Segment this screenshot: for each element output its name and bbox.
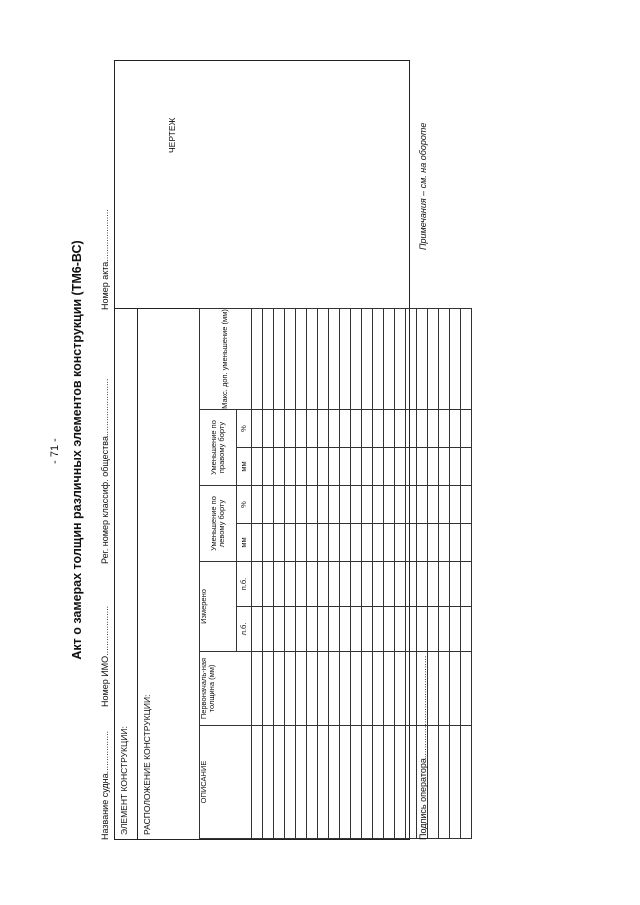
table-cell (285, 726, 296, 839)
table-cell (296, 652, 307, 726)
table-cell (307, 524, 318, 562)
table-cell (428, 524, 439, 562)
table-cell (351, 524, 362, 562)
table-row (406, 309, 417, 839)
table-cell (406, 562, 417, 607)
table-row (296, 309, 307, 839)
table-cell (362, 726, 373, 839)
table-cell (439, 562, 450, 607)
table-cell (329, 607, 340, 652)
table-cell (362, 448, 373, 486)
table-cell (384, 562, 395, 607)
rotated-form (68, 60, 608, 840)
table-cell (395, 607, 406, 652)
table-cell (285, 652, 296, 726)
table-cell (252, 486, 263, 524)
table-cell (329, 524, 340, 562)
table-cell (362, 309, 373, 410)
table-cell (263, 607, 274, 652)
table-cell (285, 410, 296, 448)
table-row (439, 309, 450, 839)
table-cell (296, 309, 307, 410)
table-cell (307, 448, 318, 486)
table-cell (461, 410, 472, 448)
table-cell (395, 448, 406, 486)
table-cell (263, 524, 274, 562)
table-cell (417, 448, 428, 486)
table-cell (285, 448, 296, 486)
form-frame (114, 60, 410, 840)
table-row (307, 309, 318, 839)
table-cell (428, 652, 439, 726)
table-row (351, 309, 362, 839)
table-cell (450, 448, 461, 486)
table-cell (351, 726, 362, 839)
table-cell (428, 448, 439, 486)
col-measured: Измерено (200, 562, 237, 652)
table-cell (340, 562, 351, 607)
table-cell (373, 410, 384, 448)
col-port-mm: мм (237, 524, 252, 562)
table-cell (439, 309, 450, 410)
table-cell (373, 448, 384, 486)
table-cell (252, 607, 263, 652)
table-row (318, 309, 329, 839)
table-cell (340, 524, 351, 562)
table-cell (384, 726, 395, 839)
table-cell (351, 486, 362, 524)
table-cell (351, 607, 362, 652)
table-cell (362, 607, 373, 652)
col-port-pct: % (237, 486, 252, 524)
table-cell (285, 607, 296, 652)
table-cell (351, 410, 362, 448)
table-row (285, 309, 296, 839)
table-cell (373, 726, 384, 839)
table-cell (362, 524, 373, 562)
table-cell (439, 652, 450, 726)
page-title: Акт о замерах толщин различных элементов конструкции (ТМ6-ВС) (70, 240, 84, 660)
table-cell (329, 448, 340, 486)
col-measured-left: л.б. (237, 607, 252, 652)
table-cell (428, 486, 439, 524)
table-cell (373, 309, 384, 410)
table-row (373, 309, 384, 839)
ship-name-field: Название судна................. (100, 730, 110, 840)
structure-location-label: РАСПОЛОЖЕНИЕ КОНСТРУКЦИИ: (142, 694, 152, 835)
table-cell (450, 607, 461, 652)
note: Примечания – см. на обороте (418, 122, 428, 250)
table-cell (384, 448, 395, 486)
table-cell (329, 652, 340, 726)
table-cell (285, 562, 296, 607)
table-cell (340, 410, 351, 448)
table-cell (296, 726, 307, 839)
table-cell (274, 652, 285, 726)
table-cell (384, 524, 395, 562)
table-cell (450, 524, 461, 562)
table-cell (318, 726, 329, 839)
table-cell (428, 410, 439, 448)
table-cell (373, 562, 384, 607)
table-cell (285, 524, 296, 562)
table-cell (296, 524, 307, 562)
table-cell (307, 607, 318, 652)
table-cell (351, 448, 362, 486)
table-cell (263, 652, 274, 726)
table-cell (461, 652, 472, 726)
table-cell (406, 486, 417, 524)
table-cell (340, 726, 351, 839)
table-row (395, 309, 406, 839)
table-cell (417, 562, 428, 607)
table-row (340, 309, 351, 839)
class-reg-number-field: Рег. номер классиф. общества....................... (100, 378, 110, 564)
table-cell (395, 524, 406, 562)
table-cell (450, 486, 461, 524)
table-cell (340, 309, 351, 410)
table-cell (417, 309, 428, 410)
table-cell (417, 607, 428, 652)
table-cell (384, 607, 395, 652)
table-cell (296, 607, 307, 652)
table-cell (406, 607, 417, 652)
table-cell (307, 652, 318, 726)
table-cell (362, 652, 373, 726)
table-cell (296, 562, 307, 607)
table-cell (351, 652, 362, 726)
table-body (252, 309, 472, 839)
table-cell (274, 448, 285, 486)
table-cell (252, 410, 263, 448)
table-cell (274, 309, 285, 410)
table-cell (450, 309, 461, 410)
col-starboard-pct: % (237, 410, 252, 448)
table-cell (428, 607, 439, 652)
table-row (384, 309, 395, 839)
table-cell (406, 410, 417, 448)
table-cell (417, 486, 428, 524)
table-cell (450, 652, 461, 726)
table-cell (362, 562, 373, 607)
table-cell (318, 562, 329, 607)
table-cell (307, 562, 318, 607)
table-cell (362, 410, 373, 448)
page-number: - 71 - (48, 438, 61, 464)
drawing-area (115, 60, 409, 309)
table-cell (274, 726, 285, 839)
table-cell (318, 486, 329, 524)
table-cell (263, 562, 274, 607)
drawing-label: ЧЕРТЕЖ (167, 117, 177, 153)
table-cell (395, 652, 406, 726)
table-cell (373, 486, 384, 524)
table-cell (373, 524, 384, 562)
table-cell (373, 607, 384, 652)
operator-signature: Подпись оператора......................................... (418, 655, 428, 840)
table-cell (318, 524, 329, 562)
table-cell (406, 448, 417, 486)
table-cell (252, 309, 263, 410)
col-reduction-starboard: Уменьшение по правому борту (200, 410, 237, 486)
table-cell (362, 486, 373, 524)
table-cell (329, 309, 340, 410)
table-cell (318, 652, 329, 726)
table-cell (318, 448, 329, 486)
table-cell (450, 726, 461, 839)
table-cell (373, 652, 384, 726)
table-cell (263, 309, 274, 410)
table-cell (285, 486, 296, 524)
table-cell (329, 410, 340, 448)
table-cell (285, 309, 296, 410)
structure-element-label: ЭЛЕМЕНТ КОНСТРУКЦИИ: (119, 726, 129, 835)
col-original-thickness: Первоначаль-ная толщина (мм) (200, 652, 252, 726)
table-cell (406, 652, 417, 726)
table-cell (307, 309, 318, 410)
table-cell (428, 562, 439, 607)
table-cell (384, 486, 395, 524)
table-cell (318, 607, 329, 652)
table-cell (263, 448, 274, 486)
table-cell (384, 410, 395, 448)
table-cell (340, 607, 351, 652)
table-cell (307, 486, 318, 524)
col-reduction-port: Уменьшение по левому борту (200, 486, 237, 562)
table-cell (439, 726, 450, 839)
table-row (450, 309, 461, 839)
table-cell (296, 486, 307, 524)
table-cell (406, 309, 417, 410)
table-cell (461, 524, 472, 562)
table-cell (395, 410, 406, 448)
table-cell (461, 562, 472, 607)
table-cell (461, 486, 472, 524)
table-cell (252, 448, 263, 486)
table-cell (461, 309, 472, 410)
table-cell (406, 726, 417, 839)
table-cell (439, 410, 450, 448)
col-measured-right: п.б. (237, 562, 252, 607)
table-cell (274, 486, 285, 524)
table-cell (461, 726, 472, 839)
table-cell (450, 562, 461, 607)
table-row (274, 309, 285, 839)
table-cell (318, 309, 329, 410)
table-cell (307, 410, 318, 448)
table-cell (296, 448, 307, 486)
table-cell (450, 410, 461, 448)
table-cell (461, 448, 472, 486)
table-cell (439, 607, 450, 652)
act-number-field: Номер акта..................... (100, 209, 110, 310)
imo-number-field: Номер ИМО.................... (100, 605, 110, 707)
table-cell (395, 486, 406, 524)
col-max-allowed-reduction: Макс. доп. уменьшение (мм) (200, 309, 252, 410)
table-row (428, 309, 439, 839)
table-cell (263, 726, 274, 839)
table-cell (395, 309, 406, 410)
table-row (362, 309, 373, 839)
table-cell (263, 410, 274, 448)
table-cell (307, 726, 318, 839)
table-cell (384, 652, 395, 726)
table-row (461, 309, 472, 839)
table-cell (406, 524, 417, 562)
table-cell (340, 652, 351, 726)
table-cell (252, 562, 263, 607)
table-cell (274, 410, 285, 448)
table-cell (439, 448, 450, 486)
table-cell (351, 562, 362, 607)
table-cell (296, 410, 307, 448)
col-starboard-mm: мм (237, 448, 252, 486)
table-cell (428, 309, 439, 410)
table-cell (340, 448, 351, 486)
table-cell (274, 607, 285, 652)
table-row (263, 309, 274, 839)
table-cell (274, 524, 285, 562)
divider (137, 309, 138, 839)
table-cell (329, 726, 340, 839)
table-cell (252, 652, 263, 726)
table-cell (252, 524, 263, 562)
table-cell (417, 410, 428, 448)
table-cell (461, 607, 472, 652)
table-cell (318, 410, 329, 448)
table-cell (329, 486, 340, 524)
col-description: ОПИСАНИЕ (200, 726, 252, 839)
table-cell (417, 524, 428, 562)
table-cell (340, 486, 351, 524)
table-cell (428, 726, 439, 839)
table-cell (439, 486, 450, 524)
table-row (329, 309, 340, 839)
thickness-table (199, 308, 472, 839)
table-cell (263, 486, 274, 524)
table-cell (351, 309, 362, 410)
table-cell (384, 309, 395, 410)
table-cell (252, 726, 263, 839)
table-cell (395, 726, 406, 839)
table-cell (395, 562, 406, 607)
table-cell (274, 562, 285, 607)
table-row (252, 309, 263, 839)
table-cell (439, 524, 450, 562)
table-cell (329, 562, 340, 607)
